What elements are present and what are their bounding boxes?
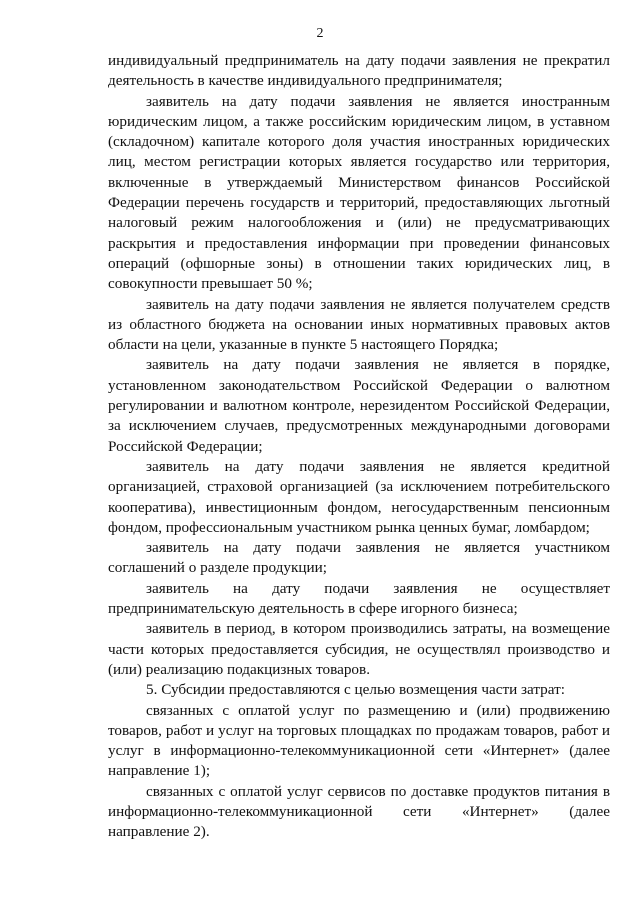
- paragraph-direction-1: связанных с оплатой услуг по размещению и (или) продвижению товаров, работ и услуг на торговых площадках по продажам товаров, работ и услуг в информационно-телекоммуникационной сети «Интернет» (далее направление 1);: [108, 701, 610, 780]
- paragraph-direction-2: связанных с оплатой услуг сервисов по доставке продуктов питания в информационно-телекоммуникационной сети «Интернет» (далее направление 2).: [108, 782, 610, 841]
- paragraph-entrepreneur-activity: индивидуальный предприниматель на дату подачи заявления не прекратил деятельность в качестве индивидуального предпринимателя;: [108, 52, 610, 90]
- paragraph-production-sharing: заявитель на дату подачи заявления не является участником соглашений о разделе продукции;: [108, 539, 610, 577]
- paragraph-foreign-entity: заявитель на дату подачи заявления не является иностранным юридическим лицом, а также российским юридическим лицом, в уставном (складочном) капитале которого доля участия иностранных юридических лиц, местом регистрации которых является государство или территория, включенные в утверждаемый Министерством финансов Российской Федерации перечень государств и территорий, предоставляющих льготный налоговый режим налогообложения и (или) не предусматривающих раскрытия и предоставления информации при проведении финансовых операций (офшорные зоны) в отношении таких юридических лиц, в совокупности превышает 50 %;: [108, 92, 610, 293]
- paragraph-non-resident: заявитель на дату подачи заявления не является в порядке, установленном законодательством Российской Федерации о валютном регулировании и валютном контроле, нерезидентом Российской Федерации, за исключением случаев, предусмотренных международными договорами Российской Федерации;: [108, 356, 610, 455]
- paragraph-excise-goods: заявитель в период, в котором производились затраты, на возмещение части которых предоставляется субсидия, не осуществлял производство и (или) реализацию подакцизных товаров.: [108, 620, 610, 678]
- paragraph-gambling: заявитель на дату подачи заявления не осуществляет предпринимательскую деятельность в сфере игорного бизнеса;: [108, 579, 610, 618]
- page-number: 2: [316, 26, 324, 41]
- paragraph-subsidy-purpose: 5. Субсидии предоставляются с целью возмещения части затрат:: [146, 681, 565, 699]
- paragraph-regional-budget: заявитель на дату подачи заявления не является получателем средств из областного бюджета на основании иных нормативных правовых актов области на цели, указанные в пункте 5 настоящего Порядка;: [108, 295, 610, 354]
- document-body: [108, 51, 610, 843]
- paragraph-credit-organization: заявитель на дату подачи заявления не является кредитной организацией, страховой организацией (за исключением потребительского кооператива), инвестиционным фондом, негосударственным пенсионным фондом, профессиональным участником рынка ценных бумаг, ломбардом;: [108, 457, 610, 536]
